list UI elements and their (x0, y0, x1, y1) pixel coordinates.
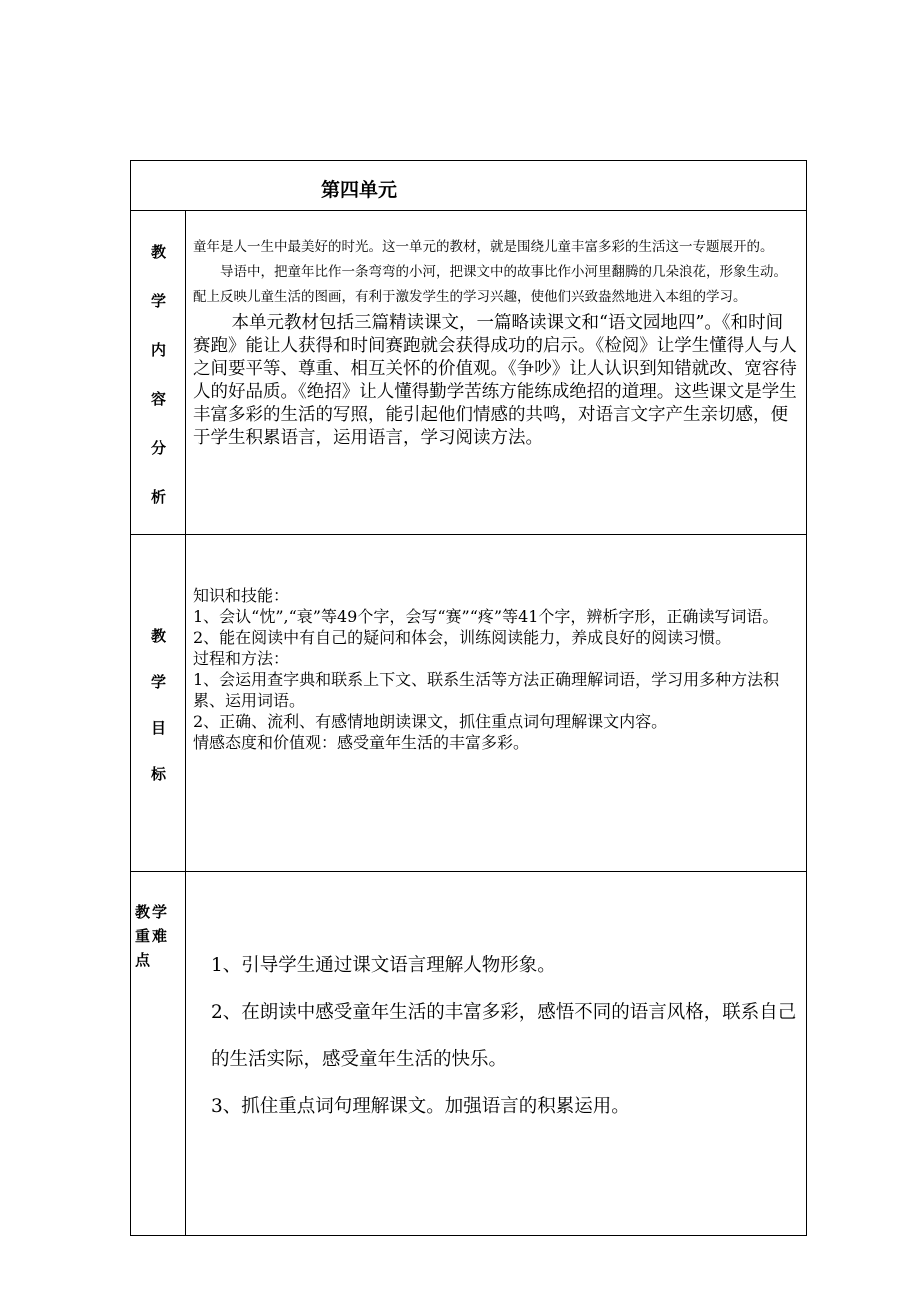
analysis-paragraph: 童年是人一生中最美好的时光。这一单元的教材，就是围绕儿童丰富多彩的生活这一专题展开的。 (193, 239, 774, 255)
content-analysis-label (131, 211, 186, 534)
key-points-label-cell (131, 872, 186, 1235)
label-char: 学 (150, 292, 166, 310)
label-char: 容 (150, 390, 166, 408)
key-point-item: 1、引导学生通过课文语言理解人物形象。 (211, 955, 556, 976)
content-analysis-row (131, 211, 806, 535)
key-point-item: 3、抓住重点词句理解课文。加强语言的积累运用。 (211, 1096, 630, 1117)
key-points-label: 教学重难点 (135, 903, 170, 969)
analysis-paragraph: 导语中，把童年比作一条弯弯的小河，把课文中的故事比作小河里翻腾的几朵浪花，形象生动。配上反映儿童生活的图画，有利于激发学生的学习兴趣，使他们兴致盎然地进入本组的学习。 (193, 264, 787, 305)
label-char: 析 (150, 488, 166, 506)
analysis-paragraph: 本单元教材包括三篇精读课文，一篇略读课文和“语文园地四”。《和时间赛跑》能让人获得和时间赛跑就会获得成功的启示。《检阅》让学生懂得人与人之间要平等、尊重、相互关怀的价值观。《争吵》让人认识到知错就改、宽容待人的好品质。《绝招》让人懂得勤学苦练方能练成绝招的道理。这些课文是学生丰富多彩的生活的写照，能引起他们情感的共鸣，对语言文字产生亲切感，便于学生积累语言，运用语言，学习阅读方法。 (193, 313, 797, 448)
objectives-text (193, 585, 800, 753)
label-char: 分 (150, 439, 166, 457)
label-char: 内 (150, 341, 166, 359)
objective-line: 2、能在阅读中有自己的疑问和体会，训练阅读能力，养成良好的阅读习惯。 (193, 628, 732, 647)
objective-line: 2、正确、流利、有感情地朗读课文，抓住重点词句理解课文内容。 (193, 712, 668, 731)
label-char: 学 (150, 673, 166, 691)
label-char: 教 (150, 243, 166, 261)
objectives-label (131, 535, 186, 871)
key-points-text (211, 952, 800, 1121)
objective-line: 情感态度和价值观：感受童年生活的丰富多彩。 (193, 733, 530, 752)
objective-line: 1、会认“忱”,“衰”等49个字，会写“赛”“疼”等41个字，辨析字形，正确读写词语。 (193, 607, 779, 626)
objective-line: 知识和技能： (193, 586, 290, 605)
unit-title: 第四单元 (321, 179, 398, 201)
objective-line: 过程和方法： (193, 649, 290, 668)
label-char: 目 (150, 719, 166, 737)
key-points-row (131, 872, 806, 1235)
objectives-row (131, 535, 806, 872)
objective-line: 1、会运用查字典和联系上下文、联系生活等方法正确理解词语，学习用多种方法积累、运用词语。 (193, 670, 780, 710)
label-char: 标 (150, 765, 166, 783)
title-row (131, 161, 806, 211)
key-point-item: 2、在朗读中感受童年生活的丰富多彩，感悟不同的语言风格，联系自己的生活实际，感受童年生活的快乐。 (211, 1002, 797, 1070)
content-analysis-text (193, 235, 800, 450)
label-char: 教 (150, 627, 166, 645)
lesson-plan-table (130, 160, 807, 1236)
